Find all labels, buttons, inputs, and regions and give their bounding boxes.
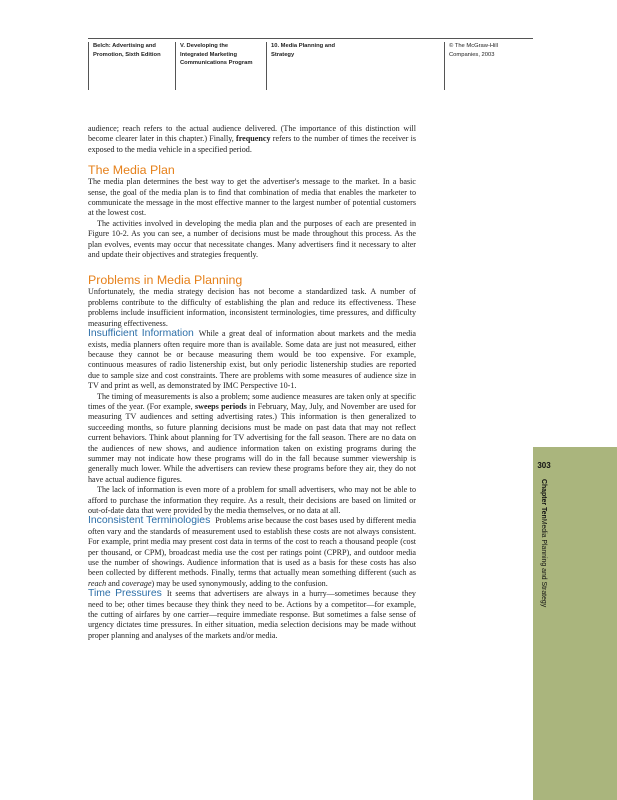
subheading-inconsistent-terminologies: Inconsistent Terminologies: [88, 515, 211, 527]
heading-media-plan: The Media Plan: [88, 163, 175, 178]
header-part-line-3: Communications Program: [180, 60, 253, 67]
subheading-time-pressures: Time Pressures: [88, 588, 162, 600]
problems-paragraph-1: Unfortunately, the media strategy decision has not become a standardized task. A number of problems contribute to the difficulty of establishing the plan and reduce its effectiveness. These problems include insufficient information, inconsistent terminologies, time pressures, and difficulty measuring effectiveness.: [88, 287, 416, 328]
chapter-side-tab: [533, 447, 617, 800]
insufficient-paragraph-3: The lack of information is even more of a problem for small advertisers, who may not be able to afford to purchase the information they require. As a result, their decisions are based on limited or out-of-date data that were provided by the media themselves, or no data at all.: [88, 485, 416, 515]
header-book-line-1: Belch: Advertising and: [93, 43, 156, 49]
insufficient-text-2c: in February, May, July, and November are used for measuring TV audiences and setting advertising rates.) This information is then generalized to succeeding months, so future planning decisions must be made on past data that may not reflect current behaviors. Think about planning for TV advertising for the fall season. There are no data on the audiences of new shows, and audience information taken on existing programs during the summer may not indicate how these programs will do in the fall because summer viewership is generally much lower. While the advertisers can review these programs before they air, they do not have actual audience figures.: [88, 401, 417, 484]
running-header: [88, 38, 533, 98]
chapter-title: Media Planning and Strategy: [540, 518, 547, 608]
header-copyright-line-2: Companies, 2003: [449, 51, 495, 58]
term-sweeps-periods: sweeps periods: [194, 401, 247, 411]
intro-paragraph: [88, 124, 416, 155]
inconsistent-text-2: and: [106, 578, 122, 588]
header-book-info: [88, 42, 161, 90]
media-plan-paragraph-2: The activities involved in developing the media plan and the purposes of each are presented in Figure 10-2. As you can see, a number of decisions must be made throughout this process. As the plan evolves, events may occur that necessitate changes. Many advertisers find it necessary to alter and update their objectives and strategies frequently.: [88, 218, 416, 260]
inconsistent-text-3: ) may be used synonymously, adding to the confusion.: [151, 578, 328, 588]
insufficient-paragraph-2: [88, 392, 416, 486]
page-number: 303: [537, 461, 551, 470]
header-book-line-2: Promotion, Sixth Edition: [93, 51, 161, 58]
insufficient-paragraph-1: [88, 329, 416, 391]
page-body: [88, 124, 416, 641]
insufficient-text-2a: The timing of measurements is also a problem; some audience measures are taken only at specific times of the year. (For example,: [88, 391, 416, 411]
header-chapter-info: [266, 42, 335, 90]
insufficient-text-1: While a great deal of information about markets and the media exists, media planners often require more than is available. Some data are just not measured, either because they cannot be or because measuring them would be too expensive. For example, continuous measures of radio listenership exist, but only periodic listenership studies are reported due to sample size and cost constraints. There are problems with some measures of audience size in TV and print as well, as demonstrated by IMC Perspective 10-1.: [88, 329, 416, 391]
time-pressures-text: It seems that advertisers are always in a hurry—sometimes because they need to be; other times because they think they need to be. Actions by a competitor—for example, the cutting of airfares by one carrier—require immediate response. But sometimes a false sense of urgency dictates time pressures. In either situation, media selection decisions may be made without proper planning and analyses of the markets and/or media.: [88, 589, 416, 640]
header-part-info: [175, 42, 252, 90]
subheading-insufficient-information: Insufficient Information: [88, 328, 194, 340]
inconsistent-paragraph: [88, 516, 416, 589]
media-plan-paragraph-1: The media plan determines the best way to get the advertiser's message to the market. In a basic sense, the goal of the media plan is to find that combination of media that enables the marketer to communicate the message in the most effective manner to the largest number of potential customers at the lowest cost.: [88, 177, 416, 218]
term-frequency: frequency: [236, 134, 271, 144]
chapter-label: Chapter Ten: [540, 479, 547, 519]
header-copyright: [444, 42, 498, 90]
inconsistent-text-1: Problems arise because the cost bases used by different media often vary and the standards of measurement used to establish these costs are not always consistent. For example, print media may present cost data in terms of the cost to reach a thousand people (cost per thousand, or CPM), broadcast media use the cost per ratings point (CPRP), and outdoor media use the number of showings. Audience information that is used as a basis for these costs has also been collected by different methods. Finally, terms that actually mean something different (such as: [88, 516, 416, 578]
header-part-line-2: Integrated Marketing: [180, 51, 238, 58]
header-copyright-line-1: © The McGraw-Hill: [449, 43, 498, 49]
term-reach: reach: [88, 578, 107, 588]
chapter-title-vertical: [540, 479, 547, 607]
header-rule: [88, 38, 533, 39]
intro-text-2: refers to the number of times the receiver is exposed to the media vehicle in a specified period.: [88, 134, 416, 154]
header-chapter-line-2: Strategy: [271, 51, 295, 58]
term-coverage: coverage: [121, 578, 152, 588]
time-pressures-paragraph: [88, 589, 416, 641]
header-chapter-line-1: 10. Media Planning and: [271, 43, 336, 49]
intro-text-1: audience; reach refers to the actual audience delivered. (The importance of this distinction will become clearer later in this chapter.) Finally,: [88, 124, 416, 144]
heading-problems-media-planning: Problems in Media Planning: [88, 273, 243, 288]
header-part-line-1: V. Developing the: [180, 43, 229, 49]
